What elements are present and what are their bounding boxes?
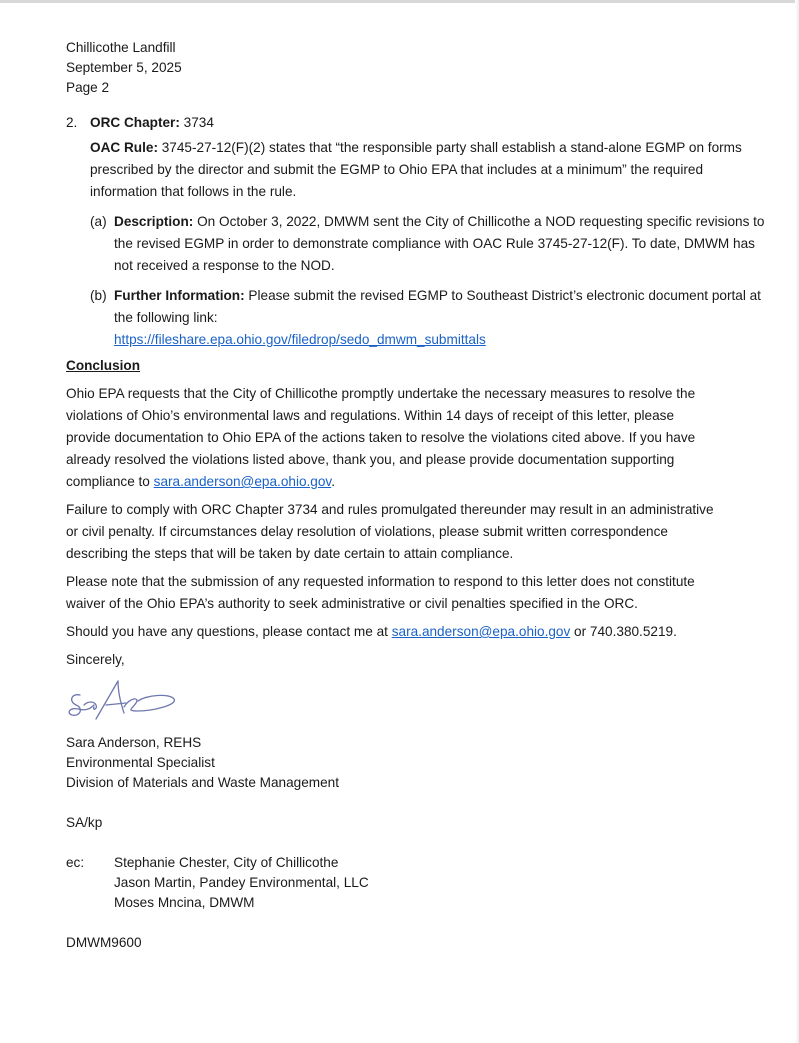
conclusion-heading: Conclusion: [66, 358, 141, 373]
description-subitem: [90, 211, 766, 277]
signature-image: [66, 675, 766, 731]
period: .: [331, 474, 335, 489]
typist-initials: SA/kp: [66, 815, 103, 830]
conclusion-text: Ohio EPA requests that the City of Chillicothe promptly undertake the necessary measures to resolve the violations of Ohio’s environmental laws and regulations. Within 14 days of receipt of this letter, please provide documentation to Ohio EPA of the actions taken to resolve the violations cited above. If you have already resolved the violations listed above, thank you, and please provide documentation supporting compliance to: [66, 386, 696, 489]
further-info-subitem: [90, 285, 766, 351]
page-number: Page 2: [66, 80, 110, 95]
contact-paragraph: [66, 621, 766, 643]
further-info-text: Please submit the revised EGMP to Southeast District’s electronic document portal at the following link:: [114, 288, 761, 325]
facility-name: Chillicothe Landfill: [66, 40, 176, 55]
description-text: On October 3, 2022, DMWM sent the City of Chillicothe a NOD requesting specific revisions to the revised EGMP in order to demonstrate compliance with OAC Rule 3745-27-12(F). To date, DMWM has not received a response to the NOD.: [114, 214, 765, 273]
further-info-title: Further Information:: [114, 288, 245, 303]
salutation: Sincerely,: [66, 652, 125, 667]
orc-label: ORC Chapter:: [90, 115, 180, 130]
letter-header: [66, 38, 766, 98]
page-top-edge: [0, 0, 799, 3]
violation-number: 2.: [66, 115, 78, 130]
email-link[interactable]: sara.anderson@epa.ohio.gov: [153, 474, 332, 489]
letter-date: September 5, 2025: [66, 60, 182, 75]
signer-division: Division of Materials and Waste Management: [66, 775, 340, 790]
ec-recipient: Moses Mncina, DMWM: [114, 895, 255, 910]
ec-recipient: Jason Martin, Pandey Environmental, LLC: [114, 875, 369, 890]
orc-value: 3734: [179, 115, 214, 130]
oac-text: 3745-27-12(F)(2) states that “the responsible party shall establish a stand-alone EGMP on forms prescribed by the director and submit the EGMP to Ohio EPA that includes at a minimum” the required information that follows in the rule.: [90, 140, 742, 199]
handwritten-signature-icon: [66, 675, 186, 731]
description-title: Description:: [114, 214, 194, 229]
document-code: DMWM9600: [66, 935, 142, 950]
ec-recipient: Stephanie Chester, City of Chillicothe: [114, 855, 339, 870]
contact-text: Should you have any questions, please contact me at: [66, 624, 392, 639]
signer-title: Environmental Specialist: [66, 755, 215, 770]
conclusion-paragraph-2: Failure to comply with ORC Chapter 3734 and rules promulgated thereunder may result in an administrative or civil penalty. If circumstances delay resolution of violations, please submit written correspondence describing the steps that will be taken by date certain to attain compliance.: [66, 502, 714, 561]
conclusion-paragraph-3: Please note that the submission of any requested information to respond to this letter does not constitute waiver of the Ohio EPA’s authority to seek administrative or civil penalties specified in the ORC.: [66, 574, 695, 611]
ec-recipients: [114, 853, 369, 913]
email-link[interactable]: sara.anderson@epa.ohio.gov: [391, 624, 571, 639]
violation-item: [66, 112, 766, 351]
ec-block: [66, 853, 766, 913]
orc-line: [90, 112, 766, 133]
submittal-portal-link[interactable]: https://fileshare.epa.ohio.gov/filedrop/sedo_dmwm_submittals: [114, 332, 486, 347]
phone-number: or 740.380.5219.: [570, 624, 677, 639]
letter-page: [66, 38, 766, 953]
ec-label: ec:: [66, 855, 85, 870]
subitem-label: (a): [90, 214, 107, 229]
conclusion-paragraph-1: [66, 383, 716, 493]
page-right-edge: [795, 0, 799, 1043]
signer-name: Sara Anderson, REHS: [66, 735, 202, 750]
subitem-label: (b): [90, 288, 107, 303]
signature-block: [66, 733, 766, 793]
oac-label: OAC Rule:: [90, 140, 158, 155]
oac-rule-paragraph: [90, 137, 766, 203]
